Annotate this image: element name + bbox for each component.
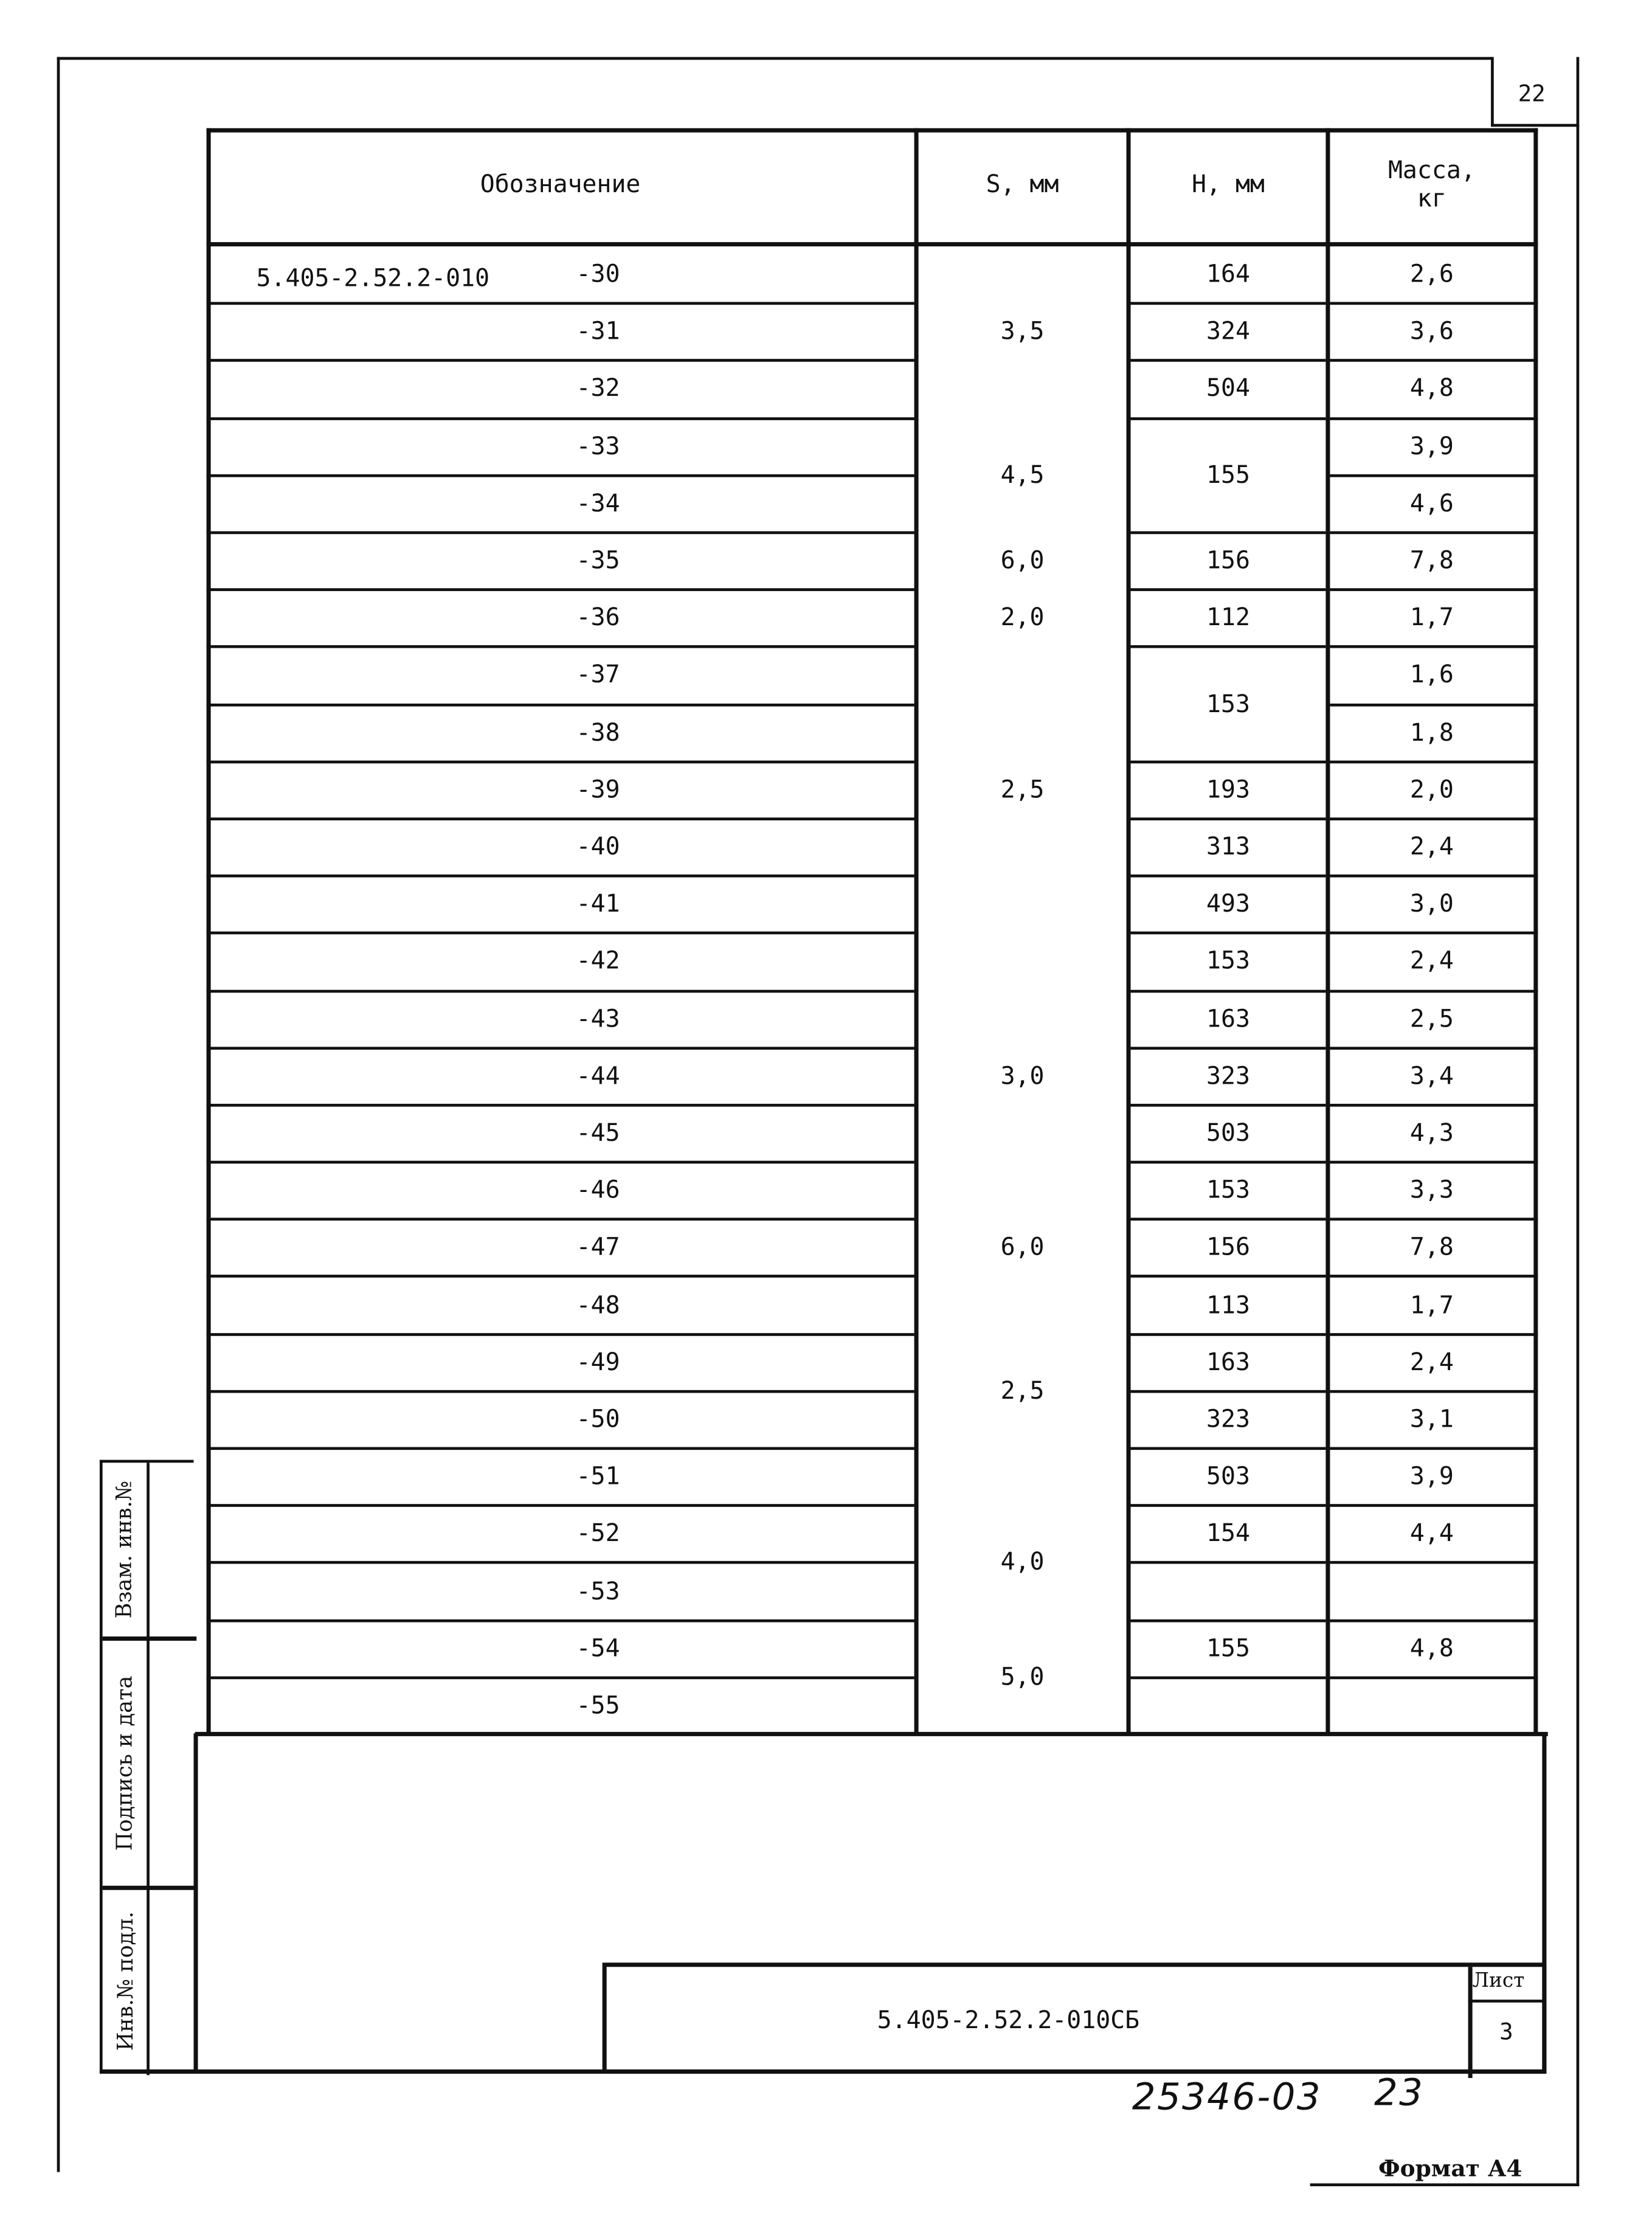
stamp-row-line (103, 1886, 197, 1890)
table-row-h: 153 (1206, 1176, 1250, 1205)
table-row-designation: -47 (576, 1234, 620, 1262)
table-row-mass: 3,4 (1409, 1062, 1454, 1091)
table-s-value: 3,0 (1000, 1062, 1045, 1091)
sheet-divider (1468, 1967, 1473, 2078)
inner-left (194, 1733, 198, 2072)
table-row-mass: 7,8 (1409, 1234, 1454, 1262)
page-box-bottom (1491, 124, 1579, 127)
table-row-mass: 2,6 (1409, 260, 1454, 289)
table-row-mass: 2,4 (1409, 1348, 1454, 1377)
table-row-designation: -44 (576, 1062, 620, 1091)
table-row-mass: 4,3 (1409, 1119, 1454, 1148)
table-row-designation: -46 (576, 1176, 620, 1205)
table-row-designation: -35 (576, 547, 620, 576)
table-row-designation: -50 (576, 1405, 620, 1435)
table-row-designation: -48 (576, 1291, 620, 1320)
table-row-h: 313 (1206, 833, 1250, 862)
table-row-h: 163 (1206, 1348, 1250, 1377)
table-s-value: 3,5 (1000, 317, 1045, 347)
table-row-mass (1330, 1563, 1533, 1620)
header-bottom (207, 242, 1538, 246)
table-bottom (195, 1732, 1548, 1736)
table-s-value: 2,0 (1000, 604, 1045, 633)
table-s-value: 2,5 (1000, 1377, 1045, 1406)
table-row-designation: -40 (576, 833, 620, 862)
stamp-row-line (103, 1636, 197, 1641)
table-row-h: 113 (1206, 1291, 1250, 1320)
frame-top (57, 57, 1493, 60)
col-line-s (914, 128, 919, 1735)
table-row-designation: -32 (576, 375, 620, 404)
table-row-h: 193 (1206, 775, 1250, 805)
table-row-mass: 3,6 (1409, 317, 1454, 347)
table-row-h: 156 (1206, 1234, 1250, 1262)
table-row-mass: 1,7 (1409, 604, 1454, 633)
table-row-designation: -41 (576, 890, 620, 920)
table-row-mass: 2,4 (1409, 947, 1454, 977)
table-row-designation: -38 (576, 718, 620, 747)
page-number: 22 (1518, 80, 1546, 107)
table-row-mass: 3,9 (1409, 1463, 1454, 1492)
table-row-h: 324 (1206, 317, 1250, 347)
table-row-mass: 4,4 (1409, 1520, 1454, 1549)
col-line-mass (1325, 128, 1330, 1735)
table-row-designation: -39 (576, 775, 620, 805)
table-row-h: 503 (1206, 1119, 1250, 1148)
header-mass: Масса, кг (1388, 156, 1476, 214)
sheet-number: 3 (1499, 2018, 1513, 2046)
table-row-designation: -54 (576, 1634, 620, 1663)
stamp-vzam-label: Взам. инв.№ (111, 1480, 137, 1619)
table-row-designation: -33 (576, 432, 620, 462)
table-row-h: 153 (1206, 947, 1250, 977)
table-row-h: 155 (1206, 461, 1250, 490)
table-row-mass: 3,9 (1409, 432, 1454, 462)
header-designation: Обозначение (480, 171, 641, 199)
table-row-h: 503 (1206, 1463, 1250, 1492)
handwritten-number: 25346-03 (1132, 2076, 1322, 2119)
col-line-h (1127, 128, 1131, 1735)
table-row-h: 164 (1206, 260, 1250, 289)
table-row-mass: 2,5 (1409, 1005, 1454, 1034)
table-row-mass: 1,8 (1409, 718, 1454, 747)
title-block (603, 1962, 1547, 2074)
table-row-mass: 1,7 (1409, 1291, 1454, 1320)
table-s-value: 6,0 (1000, 547, 1045, 576)
stamp-inv-label: Инв.№ подл. (112, 1911, 139, 2051)
table-row-designation: -49 (576, 1348, 620, 1377)
specification-table (207, 128, 1538, 1735)
page-box-left (1491, 57, 1494, 125)
table-row-designation: -34 (576, 490, 620, 519)
table-row-designation: -30 (576, 260, 620, 289)
approval-stamp (100, 1460, 194, 2073)
table-row-h (1131, 1563, 1326, 1620)
table-row-designation: -52 (576, 1520, 620, 1549)
table-row-mass: 4,8 (1409, 375, 1454, 404)
sheet-label: Лист (1472, 1969, 1525, 1993)
table-row-mass: 7,8 (1409, 547, 1454, 576)
table-s-value: 2,5 (1000, 775, 1045, 805)
table-row-mass: 2,0 (1409, 775, 1454, 805)
table-row-designation: -37 (576, 661, 620, 690)
stamp-signature-label: Подпись и дата (111, 1675, 138, 1851)
format-label: Формат А4 (1378, 2155, 1522, 2182)
table-row-h: 163 (1206, 1005, 1250, 1034)
header-s: S, мм (986, 171, 1059, 199)
stamp-divider (147, 1463, 150, 2075)
table-row-designation: -36 (576, 604, 620, 633)
handwritten-page: 23 (1374, 2072, 1425, 2115)
table-row-mass: 3,3 (1409, 1176, 1454, 1205)
frame-left (57, 57, 60, 2172)
frame-right (1577, 57, 1580, 2186)
table-row-h: 153 (1206, 690, 1250, 719)
table-row-designation: -55 (576, 1692, 620, 1720)
table-row-designation: -45 (576, 1119, 620, 1148)
table-row-h: 323 (1206, 1062, 1250, 1091)
table-row-designation: -53 (576, 1577, 620, 1606)
table-row-mass: 3,1 (1409, 1405, 1454, 1435)
document-code: 5.405-2.52.2-010СБ (877, 2006, 1140, 2035)
table-row-mass: 4,8 (1409, 1634, 1454, 1663)
table-row-designation: -43 (576, 1005, 620, 1034)
table-s-value: 5,0 (1000, 1663, 1045, 1692)
base-code: 5.405-2.52.2-010 (256, 265, 490, 294)
table-row-h: 154 (1206, 1520, 1250, 1549)
table-row-designation: -31 (576, 317, 620, 347)
table-row-h: 112 (1206, 604, 1250, 633)
table-s-value: 6,0 (1000, 1234, 1045, 1262)
table-row-designation: -42 (576, 947, 620, 977)
table-row-h: 493 (1206, 890, 1250, 920)
table-row-mass: 4,6 (1409, 490, 1454, 519)
table-s-value: 4,0 (1000, 1548, 1045, 1578)
header-h: Н, мм (1192, 171, 1265, 199)
table-row-mass (1330, 1677, 1533, 1734)
table-row-h: 504 (1206, 375, 1250, 404)
table-row-h: 323 (1206, 1405, 1250, 1435)
format-line (1310, 2183, 1580, 2186)
table-row-mass: 3,0 (1409, 890, 1454, 920)
table-row-h: 155 (1206, 1634, 1250, 1663)
sheet-label-line (1468, 2000, 1547, 2003)
table-row-mass: 2,4 (1409, 833, 1454, 862)
table-row-h (1131, 1677, 1326, 1734)
table-row-designation: -51 (576, 1463, 620, 1492)
table-s-value: 4,5 (1000, 461, 1045, 490)
table-row-h: 156 (1206, 547, 1250, 576)
table-row-mass: 1,6 (1409, 661, 1454, 690)
